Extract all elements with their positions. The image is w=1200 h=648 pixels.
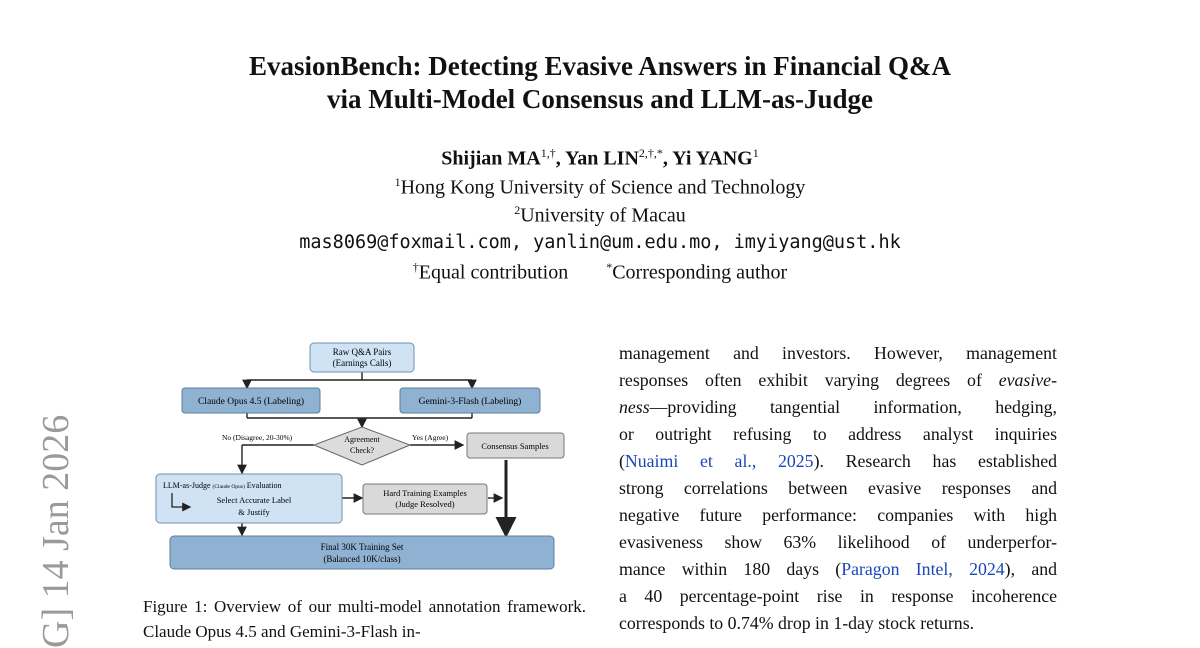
- gemini-labeling-label: Gemini-3-Flash (Labeling): [418, 397, 522, 407]
- decision-sublabel: Check?: [350, 446, 374, 455]
- author-sup: 2,†,*: [638, 146, 663, 160]
- body-line-evasive-cont: ness—providing tangential information, hedging,: [619, 397, 1057, 417]
- figure-1-caption: Figure 1: Overview of our multi-model annotation framework. Claude Opus 4.5 and Gemini-3-Flash in-: [143, 597, 586, 641]
- final-training-set-box: [170, 536, 554, 569]
- hard-examples-sublabel: (Judge Resolved): [395, 499, 455, 509]
- affiliation-name: University of Macau: [520, 204, 686, 227]
- author-sup: 1,†: [540, 146, 556, 160]
- figure-1-flowchart: [150, 335, 570, 575]
- body-line: a 40 percentage-point rise in response incoherence: [619, 586, 1057, 606]
- body-text-column: [619, 340, 1057, 637]
- judge-model-note: (Claude Opus): [212, 484, 245, 490]
- author-name: Yan LIN: [564, 147, 639, 170]
- consensus-samples-label: Consensus Samples: [481, 441, 549, 451]
- equal-contribution-note: Equal contribution: [418, 261, 569, 284]
- author-sep: ,: [555, 147, 565, 170]
- body-line-citation-2: mance within 180 days (Paragon Intel, 2024), and: [619, 559, 1057, 579]
- no-branch-label: No (Disagree, 20-30%): [222, 433, 293, 442]
- author-emails[interactable]: mas8069@foxmail.com, yanlin@um.edu.mo, imyiyang@ust.hk: [299, 232, 901, 253]
- equal-symbol: †: [412, 260, 419, 274]
- author-notes: [0, 260, 1200, 285]
- author-name: Yi YANG: [672, 147, 753, 170]
- body-line: or outright refusing to address analyst inquiries: [619, 424, 1057, 444]
- final-training-set-label: Final 30K Training Set: [320, 542, 404, 552]
- judge-step-label: Select Accurate Label: [216, 495, 292, 505]
- yes-branch-label: Yes (Agree): [412, 433, 449, 442]
- citation-link-paragon[interactable]: Paragon Intel, 2024: [841, 559, 1005, 579]
- title-line-2: via Multi-Model Consensus and LLM-as-Judge: [326, 84, 874, 114]
- claude-labeling-label: Claude Opus 4.5 (Labeling): [197, 397, 305, 407]
- author-list: [0, 146, 1200, 171]
- raw-qa-sublabel: (Earnings Calls): [332, 358, 392, 368]
- affiliation-2: [0, 203, 1200, 228]
- judge-title: LLM-as-Judge: [163, 481, 213, 490]
- citation-link-nuaimi[interactable]: Nuaimi et al., 2025: [624, 451, 814, 471]
- author-sep: ,: [662, 147, 673, 170]
- corresponding-author-note: Corresponding author: [612, 261, 788, 284]
- author-sup: 1: [752, 146, 759, 160]
- author-name: Shijian MA: [441, 147, 541, 170]
- body-line: management and investors. However, management: [619, 343, 1057, 363]
- body-line-citation-1: (Nuaimi et al., 2025). Research has established: [619, 451, 1057, 471]
- affiliation-sup: 1: [394, 175, 401, 189]
- body-line: corresponds to 0.74% drop in 1-day stock returns.: [619, 613, 975, 633]
- affiliation-sup: 2: [514, 203, 521, 217]
- paper-title: [0, 50, 1200, 116]
- judge-step-sublabel: & Justify: [238, 507, 270, 517]
- affiliation-name: Hong Kong University of Science and Technology: [400, 176, 806, 199]
- hard-examples-label: Hard Training Examples: [383, 488, 467, 498]
- arxiv-side-stamp: G] 14 Jan 2026: [35, 414, 77, 648]
- body-line: negative future performance: companies with high: [619, 505, 1057, 525]
- affiliation-1: [0, 175, 1200, 200]
- body-line: strong correlations between evasive responses and: [619, 478, 1057, 498]
- raw-qa-label: Raw Q&A Pairs: [332, 347, 392, 357]
- body-line: evasiveness show 63% likelihood of underperfor-: [619, 532, 1057, 552]
- title-line-1: EvasionBench: Detecting Evasive Answers in Financial Q&A: [248, 51, 951, 81]
- decision-label: Agreement: [344, 435, 380, 444]
- judge-title-suffix: Evaluation: [244, 481, 282, 490]
- corresponding-symbol: *: [606, 260, 613, 274]
- final-training-set-sublabel: (Balanced 10K/class): [323, 554, 401, 564]
- body-line-evasive: responses often exhibit varying degrees of evasive-: [619, 370, 1057, 390]
